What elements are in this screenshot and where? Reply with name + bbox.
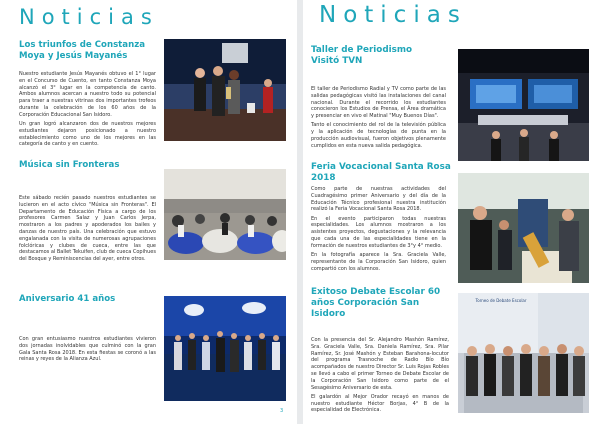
- article-body: [311, 186, 446, 275]
- anniversary-photo: [164, 296, 286, 401]
- article-paragraph: En la fotografía aparece la Sra. Graciela Valle, representante de la Corporación San Isidoro, quien compartió con los alumnos.: [311, 251, 446, 272]
- masthead: Noticias: [319, 2, 467, 28]
- article-paragraph: Como parte de nuestras actividades del Cuadragésimo primer Aniversario y del día de la Educación Técnico profesional nuestra institución realizó la Feria Vocacional Santa Rosa 2018.: [311, 186, 446, 213]
- article-body: [311, 337, 449, 417]
- vocational-fair-photo: [458, 173, 589, 283]
- article-paragraph: Este sábado recién pasado nuestros estudiantes se lucieron en el acto cívico "Música sin Fronteras". El Departamento de Educación Física a cargo de los profesores Carmen Salaz y Juan Carlos Jerpa, mostraron a los padres y apoderados los bailes y danzas de nuestro país. Una celebración que estuvo engalanada con la visita de numerosas agrupaciones folclóricas y clubes de cueca, entre las que destacamos al Ballet Tekuifen, club de cueca Copihues del Bosque y Reminiscencias del ayer, entre otros.: [19, 195, 156, 263]
- left-page: [0, 0, 297, 424]
- page-number: 3: [280, 408, 284, 414]
- article-body: [19, 336, 156, 366]
- article-paragraph: El taller de Periodismo Radial y TV como parte de las salidas pedagógicas visitó las instalaciones del canal nacional. Durante el recorrido los estudiantes conocieron los Estudios de Prensa, el Área dramática y presenciar en vivo el Matinal "Muy Buenos Días".: [311, 86, 446, 120]
- debate-photo: [458, 293, 589, 413]
- article-paragraph: Un gran logró alcanzaron dos de nuestros mejores estudiantes dejaron posicionado a nuestro establecimiento como uno de los mejores en las categoría de canto y en cuento.: [19, 120, 156, 148]
- article-paragraph: Con gran entusiasmo nuestros estudiantes vivieron dos jornadas inolvidables que culminó con la gran Gala Santa Rosa 2018. En esta fiestas se coronó a las reinas y reyes de la Alianza Azul.: [19, 336, 156, 363]
- masthead: Noticias: [19, 5, 159, 29]
- article-title: Música sin Fronteras: [19, 160, 120, 170]
- article-body: [19, 71, 156, 151]
- article-body: [311, 86, 446, 152]
- article-paragraph: Tanto el conocimiento del rol de la televisión pública y la aplicación de tecnologías de punta en la producción audiovisual, fueron objetivos plenamente cumplidos en esta nueva salida pedagógica.: [311, 122, 446, 149]
- article-title: Feria Vocacional Santa Rosa 2018: [311, 162, 451, 183]
- article-paragraph: El galardón al Mejor Orador recayó en manos de nuestro estudiante Héctor Borjas, 4° B de la especialidad de Electrónica.: [311, 393, 449, 414]
- awards-photo: [164, 39, 286, 141]
- article-body: [19, 195, 156, 265]
- debate-banner-text: Torneo de Debate Escolar: [475, 298, 527, 303]
- article-title: Aniversario 41 años: [19, 294, 116, 304]
- tvn-studio-photo: [458, 49, 589, 161]
- article-paragraph: En el evento participaron todas nuestras especialidades. Los alumnos mostraron a los asistentes proyectos, degustaciones y la relevancia que cada una de las especialidades tiene en la formación de nuestros estudiantes de 3°y 4° medio.: [311, 215, 446, 249]
- article-paragraph: Con la presencia del Sr. Alejandro Mashón Ramírez, Sra. Graciela Valle, Sra. Daniela Ramírez, Sra. Pilar Ramírez, Sr. José Mashón y Esteban Barahona-Iocutor del programa Trasnoche de Radio Bío Bío acompañados de nuestro Director Sr. Luis Rojas Robles se llevó a cabo el primer Torneo de Debate Escolar de la Corporación San Isidoro como parte de el Sesagésimo Aniversario de esta.: [311, 337, 449, 391]
- article-title: Los triunfos de Constanza Moya y Jesús Mayanés: [19, 40, 146, 61]
- right-page: [303, 0, 600, 424]
- article-paragraph: Nuestro estudiante Jesús Mayanés obtuvo el 1° lugar en el Concurso de Cuento, en tanto Constanza Moya alcanzó el 3° lugar en la competencia de canto. Ambos alumnos acercan a nuestro todo su potencial para traer a nuestras vitrinas dos importantes trofeos durante la celebración de los 60 años de la Corporación Educacional San Isidoro.: [19, 71, 156, 118]
- article-title: Taller de Periodismo Visitó TVN: [311, 45, 413, 66]
- dance-photo: [164, 169, 286, 260]
- article-title: Exitoso Debate Escolar 60 años Corporación San Isidoro: [311, 287, 441, 319]
